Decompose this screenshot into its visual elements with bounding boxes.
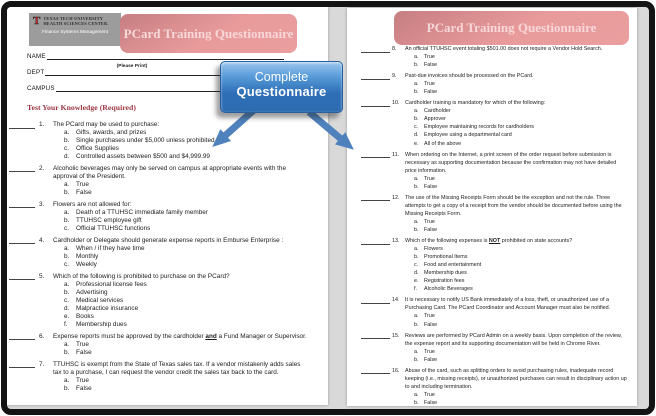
org-name-line2: HEALTH SCIENCES CENTER. <box>43 21 109 27</box>
answer-blank-line <box>361 296 390 304</box>
option-text: True <box>424 81 435 88</box>
option-letter: a. <box>64 376 70 384</box>
name-field <box>27 53 284 60</box>
option-letter: a. <box>64 181 70 189</box>
option-letter: b. <box>414 89 419 96</box>
question-item <box>9 361 309 393</box>
question-number: 3. <box>39 200 45 208</box>
option-text: When / if they have time <box>76 244 145 252</box>
answer-blank-line <box>361 45 390 53</box>
question-number: 15. <box>392 332 400 339</box>
question-body <box>405 45 627 69</box>
answer-option <box>405 312 627 320</box>
answer-option <box>53 189 309 197</box>
name-blank-line <box>47 53 284 60</box>
answer-option <box>53 245 309 253</box>
option-text: False <box>424 321 438 328</box>
answer-option <box>405 53 627 61</box>
option-text: Controlled assets between $500 and $4,999.99 <box>76 153 210 161</box>
question-options <box>53 181 309 197</box>
answer-option <box>53 137 309 145</box>
answer-option <box>405 285 627 293</box>
answer-option <box>53 181 309 189</box>
option-text: Official TTUHSC functions <box>76 225 151 233</box>
option-letter: c. <box>64 225 69 233</box>
option-letter: b. <box>414 399 419 406</box>
option-text: Weekly <box>76 261 97 268</box>
answer-blank-line <box>9 333 35 341</box>
question-options <box>405 245 627 293</box>
question-item <box>361 237 627 293</box>
answer-option <box>405 88 627 96</box>
option-letter: d. <box>64 153 70 161</box>
option-text: True <box>424 54 435 61</box>
option-text: Registration fees <box>424 278 465 285</box>
answer-option <box>53 253 309 261</box>
question-options <box>53 377 309 393</box>
callout-line1: Complete <box>254 70 309 84</box>
option-letter: a. <box>414 246 419 253</box>
question-options <box>405 175 627 191</box>
answer-option <box>405 261 627 269</box>
answer-option <box>405 107 627 115</box>
option-letter: e. <box>414 278 419 285</box>
option-text: True <box>424 175 435 182</box>
option-text: Membership dues <box>76 321 127 329</box>
answer-option <box>53 225 309 233</box>
option-text: Alcoholic Beverages <box>424 286 473 293</box>
option-text: Single purchases under $5,000 unless prohibited <box>76 137 215 145</box>
answer-option <box>405 226 627 234</box>
option-letter: b. <box>414 183 419 190</box>
campus-label: CAMPUS <box>27 85 55 92</box>
logo-department: Finance Systems Management <box>41 29 109 35</box>
emphasized-word: NOT <box>488 238 501 245</box>
question-body <box>405 194 627 234</box>
org-name <box>43 16 108 26</box>
question-body <box>53 121 309 161</box>
answer-blank-line <box>9 121 35 129</box>
question-body <box>53 273 309 330</box>
question-options <box>53 209 309 233</box>
answer-option <box>53 349 309 357</box>
option-text: Death of a TTUHSC immediate family member <box>76 208 208 216</box>
question-text: Cardholder training is mandatory for which of the following: <box>405 100 546 107</box>
name-label: NAME <box>27 53 46 60</box>
option-letter: c. <box>64 261 69 268</box>
question-body <box>405 99 627 147</box>
option-text: Books <box>76 313 94 321</box>
question-options <box>53 281 309 330</box>
question-text: The PCard may be used to purchase: <box>53 121 160 128</box>
question-number: 2. <box>39 164 45 172</box>
option-text: False <box>424 62 438 69</box>
option-letter: f. <box>414 286 417 293</box>
option-text: True <box>424 348 435 355</box>
answer-option <box>405 277 627 285</box>
callout-line2: Questionnaire <box>236 84 327 99</box>
answer-option <box>405 61 627 69</box>
page1-title: PCard Training Questionnaire <box>120 14 297 53</box>
question-options <box>405 391 627 406</box>
answer-option <box>405 253 627 261</box>
question-item <box>361 72 627 96</box>
option-text: TTUHSC employee gift <box>76 217 142 225</box>
question-body <box>53 361 309 393</box>
option-text: Employee using a departmental card <box>424 132 512 139</box>
question-item <box>361 332 627 364</box>
option-text: Medical services <box>76 296 124 304</box>
answer-option <box>405 269 627 277</box>
option-text: Promotional Items <box>424 254 468 261</box>
answer-option <box>53 313 309 321</box>
answer-option <box>405 218 627 226</box>
option-letter: b. <box>64 252 70 260</box>
answer-blank-line <box>9 165 35 173</box>
answer-option <box>405 245 627 253</box>
question-number: 13. <box>392 238 400 245</box>
answer-option <box>405 123 627 131</box>
option-letter: a. <box>414 108 419 115</box>
question-item <box>9 165 309 197</box>
question-number: 4. <box>39 236 45 244</box>
option-letter: a. <box>414 313 419 320</box>
option-letter: a. <box>64 208 70 216</box>
option-letter: c. <box>64 296 69 304</box>
option-text: Advertising <box>76 288 108 296</box>
option-letter: c. <box>414 124 419 131</box>
option-letter: f. <box>64 321 68 329</box>
question-body <box>53 237 309 269</box>
option-text: False <box>424 226 438 233</box>
question-body <box>405 237 627 293</box>
question-number: 5. <box>39 272 45 280</box>
option-letter: a. <box>414 218 419 225</box>
question-number: 16. <box>392 367 400 374</box>
answer-option <box>53 145 309 153</box>
option-letter: a. <box>64 129 70 137</box>
question-body <box>53 333 309 357</box>
question-number: 9. <box>392 73 397 80</box>
question-text: Flowers are not allowed for: <box>53 200 132 208</box>
question-options <box>405 348 627 364</box>
question-options <box>53 245 309 269</box>
answer-blank-line <box>361 367 390 375</box>
option-letter: b. <box>64 384 70 392</box>
ttuhsc-logo <box>29 13 121 46</box>
question-options <box>53 129 309 161</box>
question-item <box>9 201 309 233</box>
question-body <box>405 296 627 328</box>
answer-option <box>53 321 309 329</box>
question-text: It is necessary to notify US Bank immediately of a loss, theft, or unauthorized use of a Purchasing Card. The PCard Coordinator and Account Manager must also be notified. <box>405 297 611 312</box>
answer-option <box>405 131 627 139</box>
option-letter: c. <box>64 145 69 153</box>
question-options <box>405 312 627 328</box>
option-text: True <box>424 313 435 320</box>
answer-option <box>53 281 309 289</box>
question-number: 1. <box>39 121 45 128</box>
question-text: An official TTUHSC event totaling $501.00 does not require a Vendor Hold Search. <box>405 46 603 52</box>
option-text: True <box>76 340 89 348</box>
answer-option <box>405 140 627 148</box>
question-text: Which of the following expenses is NOT prohibited on state accounts? <box>405 238 573 245</box>
answer-blank-line <box>361 237 390 245</box>
question-number: 10. <box>392 100 400 107</box>
option-letter: d. <box>414 270 419 277</box>
option-letter: b. <box>414 356 419 363</box>
question-body <box>405 367 627 406</box>
question-number: 14. <box>392 297 400 304</box>
option-letter: b. <box>64 217 70 225</box>
option-letter: b. <box>414 226 419 233</box>
question-item <box>9 237 309 269</box>
answer-option <box>53 289 309 297</box>
option-text: Food and entertainment <box>424 262 482 269</box>
option-text: False <box>424 356 438 363</box>
answer-option <box>53 261 309 269</box>
question-text: Alcoholic beverages may only be served on campus at appropriate events with the approval of the President. <box>53 164 287 181</box>
option-letter: a. <box>64 340 70 348</box>
question-options <box>53 341 309 357</box>
question-text: When ordering on the Internet, a print screen of the order request before submission is necessary as supporting documentation because the confirmation may not have detailed price information. <box>405 151 617 174</box>
question-list-right <box>361 45 627 406</box>
option-text: True <box>424 391 435 398</box>
option-letter: a. <box>414 81 419 88</box>
option-text: False <box>424 183 438 190</box>
answer-option <box>53 385 309 393</box>
option-text: True <box>76 181 89 189</box>
option-text: Professional license fees <box>76 280 147 288</box>
question-number: 6. <box>39 332 45 340</box>
option-letter: b. <box>64 348 70 356</box>
question-item <box>9 273 309 330</box>
answer-blank-line <box>361 194 390 202</box>
answer-blank-line <box>9 361 35 369</box>
dept-label: DEPT <box>27 69 45 76</box>
answer-blank-line <box>361 72 390 80</box>
page2-title: PCard Training Questionnaire <box>394 11 629 45</box>
option-letter: a. <box>64 244 70 252</box>
option-letter: d. <box>64 304 70 312</box>
question-number: 7. <box>39 360 45 368</box>
option-text: True <box>76 376 89 384</box>
answer-option <box>53 305 309 313</box>
option-letter: a. <box>414 391 419 398</box>
double-t-logo-icon: T <box>33 15 41 27</box>
question-item <box>361 296 627 328</box>
option-letter: b. <box>64 288 70 296</box>
answer-option <box>405 348 627 356</box>
emphasized-word: and <box>205 332 217 340</box>
option-letter: b. <box>64 137 70 145</box>
question-item <box>361 367 627 406</box>
option-text: All of the above <box>424 140 462 147</box>
option-text: False <box>424 399 438 406</box>
question-text: Past-due invoices should be processed on the PCard. <box>405 73 534 80</box>
question-text: Expense reports must be approved by the cardholder and a Fund Manager or Supervisor. <box>53 332 307 340</box>
question-options <box>405 53 627 69</box>
question-options <box>405 107 627 147</box>
page-2 <box>347 8 637 406</box>
document-frame <box>1 1 655 415</box>
option-text: False <box>76 348 92 356</box>
question-body <box>405 332 627 364</box>
answer-option <box>53 297 309 305</box>
answer-option <box>405 175 627 183</box>
document-stage <box>7 7 649 409</box>
question-text: Cardholder or Delegate should generate expense reports in Emburse Enterprise : <box>53 236 284 244</box>
answer-blank-line <box>361 151 390 159</box>
option-letter: b. <box>414 116 419 123</box>
option-letter: b. <box>414 321 419 328</box>
answer-option <box>53 153 309 161</box>
option-text: False <box>76 189 92 197</box>
option-letter: b. <box>414 254 419 261</box>
answer-option <box>405 391 627 399</box>
question-text: Abuse of the card, such as splitting orders to avoid purchasing rules, inadequate record keeping (i.e., missing receipts), or unauthorized purchases can result in disciplinary action up to and including termination. <box>405 367 627 390</box>
option-text: Flowers <box>424 246 443 253</box>
question-body <box>53 201 309 233</box>
option-letter: a. <box>414 348 419 355</box>
option-letter: d. <box>414 132 419 139</box>
question-text: Reviews are performed by PCard Admin on a weekly basis. Upon completion of the review, the expense report and its supporting documentation will be held in Chrome River. <box>405 332 622 347</box>
option-letter: b. <box>64 189 70 197</box>
please-print-hint: (Please Print) <box>116 64 148 69</box>
option-letter: e. <box>64 313 70 321</box>
question-options <box>405 80 627 96</box>
question-body <box>53 165 309 197</box>
option-letter: a. <box>414 175 419 182</box>
option-text: Membership dues <box>424 270 467 277</box>
answer-option <box>405 321 627 329</box>
option-text: Gifts, awards, and prizes <box>76 129 147 137</box>
question-number: 8. <box>392 46 397 52</box>
question-body <box>405 151 627 191</box>
option-text: Approver <box>424 116 446 123</box>
question-body <box>405 72 627 96</box>
section-heading: Test Your Knowledge (Required) <box>27 103 136 112</box>
option-text: False <box>424 89 438 96</box>
answer-option <box>53 209 309 217</box>
option-letter: a. <box>64 280 70 288</box>
answer-blank-line <box>9 201 35 209</box>
answer-blank-line <box>9 273 35 281</box>
logo-row <box>29 13 121 26</box>
answer-option <box>405 183 627 191</box>
question-text: TTUHSC is exempt from the State of Texas sales tax. If a vendor mistakenly adds sales tax to a purchase, I can request the vendor credit the sales tax back to the card. <box>53 360 301 376</box>
answer-blank-line <box>9 237 35 245</box>
question-item <box>361 99 627 147</box>
question-options <box>405 218 627 234</box>
question-text: The use of the Missing Receipts Form should be the exception and not the rule. Three attempts to get a copy of a receipt from the vendor should be documented before using the Missing Receipts Form. <box>405 194 622 217</box>
option-text: Cardholder <box>424 108 451 115</box>
question-item <box>361 45 627 69</box>
option-letter: a. <box>414 54 419 61</box>
option-letter: c. <box>414 262 419 269</box>
answer-option <box>405 356 627 364</box>
answer-blank-line <box>361 99 390 107</box>
answer-option <box>405 115 627 123</box>
question-text: Which of the following is prohibited to purchase on the PCard? <box>53 272 230 280</box>
question-number: 11. <box>392 151 400 158</box>
option-text: False <box>76 384 92 392</box>
org-name-line1: TEXAS TECH UNIVERSITY <box>43 16 104 21</box>
answer-option <box>405 399 627 406</box>
question-item <box>361 151 627 191</box>
question-list-left <box>9 121 309 396</box>
option-text: Malpractice insurance <box>76 304 139 312</box>
question-item <box>9 121 309 161</box>
option-letter: e. <box>414 140 419 147</box>
question-item <box>361 194 627 234</box>
answer-option <box>405 80 627 88</box>
answer-blank-line <box>361 332 390 340</box>
answer-option <box>53 217 309 225</box>
option-text: Employee maintaining records for cardholders <box>424 124 534 131</box>
question-item <box>9 333 309 357</box>
answer-option <box>53 129 309 137</box>
answer-option <box>53 341 309 349</box>
option-text: Monthly <box>76 252 99 260</box>
option-letter: b. <box>414 62 419 69</box>
option-text: Office Supplies <box>76 145 119 153</box>
answer-option <box>53 377 309 385</box>
complete-questionnaire-callout[interactable] <box>220 61 343 113</box>
question-number: 12. <box>392 194 400 201</box>
option-text: True <box>424 218 435 225</box>
